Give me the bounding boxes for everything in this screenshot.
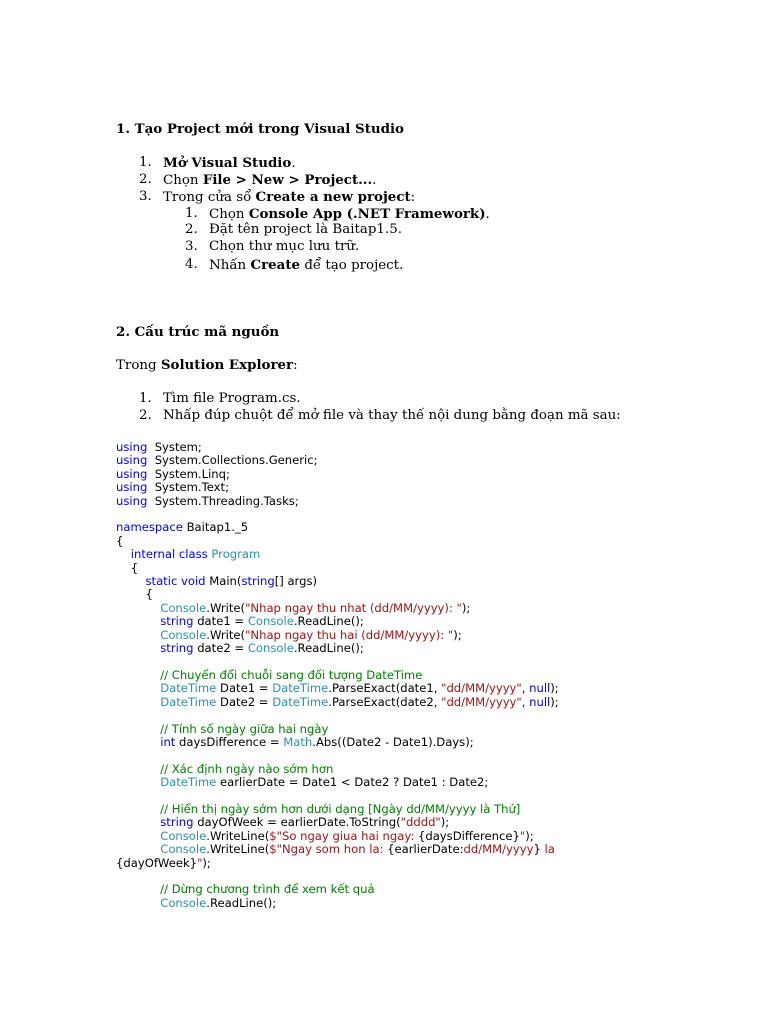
code-text: [] args) [274, 574, 318, 589]
code-keyword: string [160, 815, 194, 830]
code-text [116, 641, 160, 655]
text-run: Chọn [209, 207, 249, 222]
code-keyword: null [529, 681, 551, 696]
code-text: ); [461, 600, 471, 615]
code-string: "Nhap ngay thu nhat (dd/MM/yyyy): " [245, 600, 462, 615]
substep-1-text [209, 206, 490, 222]
code-text [116, 628, 160, 642]
code-line [116, 454, 559, 467]
code-text: , [521, 694, 530, 709]
code-line [116, 776, 559, 789]
code-text: { [116, 533, 124, 548]
code-line [116, 857, 559, 870]
text-run: Tìm file Program.cs. [163, 391, 301, 406]
code-string: "dddd" [400, 815, 441, 830]
code-block [116, 441, 559, 910]
code-line [116, 548, 559, 561]
code-text: {daysDifference} [417, 828, 520, 843]
text-run: để tạo project. [300, 258, 404, 273]
section-1-heading: 1. Tạo Project mới trong Visual Studio [116, 121, 404, 137]
section-2-step-1-text [163, 391, 301, 406]
code-line [116, 669, 559, 682]
code-keyword: null [529, 694, 551, 709]
bold-text: Create [250, 257, 301, 273]
code-text: earlierDate = Date1 < Date2 ? Date1 : Date2; [216, 775, 489, 790]
code-keyword: static void [145, 574, 206, 589]
code-line [116, 709, 559, 722]
code-text: } [533, 842, 541, 857]
code-line [116, 830, 559, 843]
code-text: System.Threading.Tasks; [147, 493, 299, 508]
text-run: Đặt tên project là Baitap1.5. [209, 222, 402, 237]
code-string: "Nhap ngay thu hai (dd/MM/yyyy): " [245, 627, 454, 642]
code-text: ); [550, 694, 559, 709]
code-line [116, 897, 559, 910]
code-type: Program [211, 547, 261, 562]
code-text [116, 722, 160, 736]
text-run: Chọn thư mục lưu trữ. [209, 239, 360, 254]
code-comment: // Hiển thị ngày sớm hơn dưới dạng [Ngày dd/MM/yyyy là Thứ] [160, 801, 521, 816]
code-text: .WriteLine( [206, 828, 270, 843]
code-line [116, 588, 559, 601]
text-run: Trong [116, 358, 161, 373]
code-text: .Write( [206, 600, 246, 615]
code-string: " [519, 828, 526, 843]
text-run: . [291, 156, 296, 171]
code-text: ); [550, 681, 559, 696]
code-type: DateTime [160, 775, 217, 790]
code-keyword: using [116, 453, 148, 468]
code-text: ); [453, 627, 462, 642]
code-text [116, 762, 160, 776]
code-text [116, 668, 160, 682]
code-type: Math [283, 734, 313, 749]
code-comment: // Dừng chương trình để xem kết quả [160, 882, 375, 897]
code-keyword: string [160, 641, 194, 656]
code-line [116, 441, 559, 454]
text-run: . [485, 207, 490, 222]
code-text [116, 695, 160, 709]
code-text: System.Linq; [147, 466, 230, 481]
code-text: { [116, 587, 153, 602]
code-text: date1 = [193, 614, 248, 629]
code-line [116, 736, 559, 749]
code-line [116, 883, 559, 896]
section-2-step-2-text [163, 408, 621, 423]
code-text: {dayOfWeek} [116, 855, 198, 870]
text-run: Nhấn [209, 258, 251, 273]
code-text [116, 681, 160, 695]
code-string: "dd/MM/yyyy" [441, 694, 522, 709]
code-text: Main( [205, 574, 242, 589]
code-keyword: string [241, 574, 275, 589]
code-type: DateTime [160, 681, 217, 696]
code-string: $"Ngay som hon la: [269, 842, 388, 857]
text-run: . [372, 173, 377, 188]
code-type: DateTime [160, 694, 217, 709]
text-run: Trong cửa sổ [163, 190, 256, 205]
code-text: {earlierDate: [387, 842, 464, 857]
code-line [116, 682, 559, 695]
code-text [116, 802, 160, 816]
code-line [116, 521, 559, 534]
bold-text: Console App (.NET Framework) [248, 206, 486, 222]
code-type: Console [160, 627, 207, 642]
code-keyword: using [116, 466, 148, 481]
code-type: Console [247, 614, 294, 629]
code-text: .WriteLine( [206, 842, 270, 857]
code-line [116, 468, 559, 481]
code-line [116, 870, 559, 883]
code-type: Console [160, 895, 207, 910]
code-string: " [197, 855, 203, 870]
code-text [116, 735, 160, 749]
code-text: date2 = [193, 641, 248, 656]
code-line [116, 790, 559, 803]
step-3-text [163, 189, 415, 205]
code-text [116, 815, 160, 829]
code-text [116, 601, 160, 615]
code-text [116, 614, 160, 628]
code-text: dayOfWeek = earlierDate.ToString( [193, 815, 401, 830]
code-text: .ReadLine(); [206, 895, 277, 910]
code-text [116, 842, 160, 856]
code-line [116, 696, 559, 709]
code-text [116, 829, 160, 843]
code-text: Date1 = [216, 681, 273, 696]
text-run: Chọn [163, 173, 203, 188]
code-text: daysDifference = [175, 734, 284, 749]
code-keyword: using [116, 480, 148, 495]
code-text: Baitap1._5 [182, 520, 249, 535]
code-line [116, 656, 559, 669]
code-text: .ReadLine(); [293, 641, 364, 656]
substep-3-text [209, 239, 359, 254]
code-string: "dd/MM/yyyy" [441, 681, 522, 696]
code-type: Console [247, 641, 294, 656]
code-line [116, 749, 559, 762]
code-text [116, 547, 131, 561]
code-text: .Abs((Date2 - Date1).Days); [312, 734, 474, 749]
code-text: , [521, 681, 530, 696]
code-keyword: internal class [130, 547, 208, 562]
bold-text: Mở Visual Studio [163, 155, 292, 171]
code-line [116, 723, 559, 736]
code-line [116, 642, 559, 655]
code-text: ); [440, 815, 450, 830]
code-line [116, 615, 559, 628]
bold-text: Solution Explorer [160, 357, 294, 373]
code-text [116, 882, 160, 896]
code-string: dd/MM/yyyy [463, 842, 534, 857]
code-text: ); [202, 855, 211, 870]
substep-4-text [209, 257, 403, 273]
code-comment: // Xác định ngày nào sớm hơn [160, 761, 334, 776]
code-line [116, 481, 559, 494]
step-2-text [163, 172, 376, 188]
code-keyword: using [116, 440, 148, 454]
code-text [116, 896, 160, 910]
code-line [116, 508, 559, 521]
code-text: .Write( [206, 627, 246, 642]
code-keyword: int [160, 734, 176, 749]
code-text: .ParseExact(date2, [328, 694, 442, 709]
document-page: 1. Tạo Project mới trong Visual Studio 1. Mở Visual Studio. 2. Chọn File > New > Project.... 3. Trong cửa sổ Create a new project: 1. Chọn Console App (.NET Framework). 2. Đặt tên project là Baitap1.5. 3. Chọn thư mục lưu trữ. 4. Nhấn Create để tạo project. 2. Cấu trúc mã nguồn Trong Solution Explorer: 1. Tìm file Program.cs. 2. Nhấp đúp chuột để mở file và thay thế nội dung bằng đoạn mã sau: using System; using System.Collections.Generic; using System.Linq; using System.Text; using System.Threading.Tasks; namespace Baitap1._5 { internal class Program { static void Main(string[] args) { Console.Write("Nhap ngay thu nhat (dd/MM/yyyy): "); string date1 = Console.ReadLine(); Console.Write("Nhap ngay thu hai (dd/MM/yyyy): "); string date2 = Console.ReadLine(); // Chuyển đổi chuỗi sang đối tượng DateTime DateTime Date1 = DateTime.ParseExact(date1, "dd/MM/yyyy", null); DateTime Date2 = DateTime.ParseExact(date2, "dd/MM/yyyy", null); // Tính số ngày giữa hai ngày int daysDifference = Math.Abs((Date2 - Date1).Days); // Xác định ngày nào sớm hơn DateTime earlierDate = Date1 < Date2 ? Date1 : Date2; // Hiển thị ngày sớm hơn dưới dạng [Ngày dd/MM/yyyy là Thứ] string dayOfWeek = earlierDate.ToString("dddd"); Console.WriteLine($"So ngay giua hai ngay: {daysDifference}"); Console.WriteLine($"Ngay som hon la: {earlierDate:dd/MM/yyyy} la {dayOfWeek}"); // Dừng chương trình để xem kết quả Console.ReadLine(); [116, 121, 621, 910]
code-text: .ReadLine(); [293, 614, 364, 629]
code-string: $"So ngay giua hai ngay: [269, 828, 418, 843]
bold-text: Create a new project [255, 189, 411, 205]
code-line [116, 763, 559, 776]
code-text: System.Text; [147, 480, 229, 495]
code-text: Date2 = [216, 694, 273, 709]
step-1-text [163, 155, 296, 171]
code-string: la [540, 842, 555, 857]
code-line [116, 495, 559, 508]
code-line [116, 816, 559, 829]
text-run: : [410, 190, 416, 205]
code-type: Console [160, 828, 207, 843]
code-text: .ParseExact(date1, [328, 681, 442, 696]
substep-2-text [209, 222, 402, 237]
code-comment: // Tính số ngày giữa hai ngày [160, 721, 329, 736]
code-line [116, 602, 559, 615]
code-text: System.Collections.Generic; [147, 453, 318, 468]
code-keyword: string [160, 614, 194, 629]
code-line [116, 803, 559, 816]
section-2-intro [116, 357, 298, 373]
code-line [116, 562, 559, 575]
code-keyword: namespace [116, 520, 183, 535]
code-line [116, 629, 559, 642]
code-type: Console [160, 842, 207, 857]
text-run: : [293, 358, 298, 373]
section-2-heading: 2. Cấu trúc mã nguồn [116, 324, 280, 340]
code-type: DateTime [272, 681, 329, 696]
code-text [116, 775, 160, 789]
code-type: Console [160, 600, 207, 615]
code-text: { [116, 560, 139, 575]
code-line [116, 535, 559, 548]
text-run: Nhấp đúp chuột để mở file và thay thế nội dung bằng đoạn mã sau: [163, 408, 621, 423]
code-line [116, 843, 559, 856]
code-line [116, 575, 559, 588]
code-comment: // Chuyển đổi chuỗi sang đối tượng DateTime [160, 667, 423, 682]
code-type: DateTime [272, 694, 329, 709]
code-keyword: using [116, 493, 148, 508]
code-text: System; [147, 440, 202, 454]
code-text [116, 574, 145, 588]
bold-text: File > New > Project... [202, 172, 373, 188]
code-text: ); [525, 828, 534, 843]
